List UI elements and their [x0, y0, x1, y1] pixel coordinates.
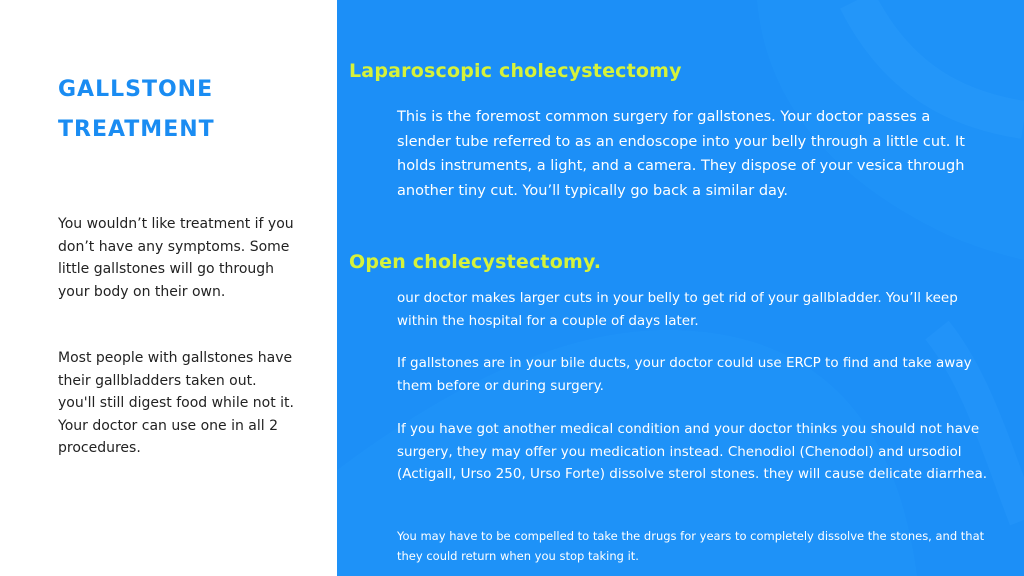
- open-paragraph-2: If gallstones are in your bile ducts, your doctor could use ERCP to find and take away them before or during surgery.: [397, 355, 972, 394]
- section-heading-laparoscopic: Laparoscopic cholecystectomy: [349, 60, 682, 82]
- open-paragraph-1: our doctor makes larger cuts in your belly to get rid of your gallbladder. You’ll keep within the hospital for a couple of days later.: [397, 290, 958, 329]
- open-paragraph-3: If you have got another medical condition and your doctor thinks you should not have surgery, they may offer you medication instead. Chenodiol (Chenodol) and ursodiol (Actigall, Urso 250, Urso Forte) dissolve sterol stones. they will cause delicate diarrhea.: [397, 421, 988, 482]
- intro-paragraph-2: Most people with gallstones have their gallbladders taken out. you'll still digest food while not it. Your doctor can use one in all 2 procedures.: [58, 350, 294, 456]
- content-panel: [337, 0, 1024, 576]
- open-paragraph-4: You may have to be compelled to take the drugs for years to completely dissolve the stones, and that they could return when you stop taking it.: [397, 529, 985, 563]
- section-heading-open: Open cholecystectomy.: [349, 251, 602, 273]
- laparoscopic-paragraph: This is the foremost common surgery for gallstones. Your doctor passes a slender tube referred to as an endoscope into your belly through a little cut. It holds instruments, a light, and a camera. They dispose of your vesica through another tiny cut. You’ll typically go back a similar day.: [397, 109, 965, 199]
- intro-paragraph-1: You wouldn’t like treatment if you don’t have any symptoms. Some little gallstones will go through your body on their own.: [58, 216, 294, 300]
- left-panel: [0, 0, 337, 576]
- page-title: GALLSTONE TREATMENT: [58, 77, 215, 142]
